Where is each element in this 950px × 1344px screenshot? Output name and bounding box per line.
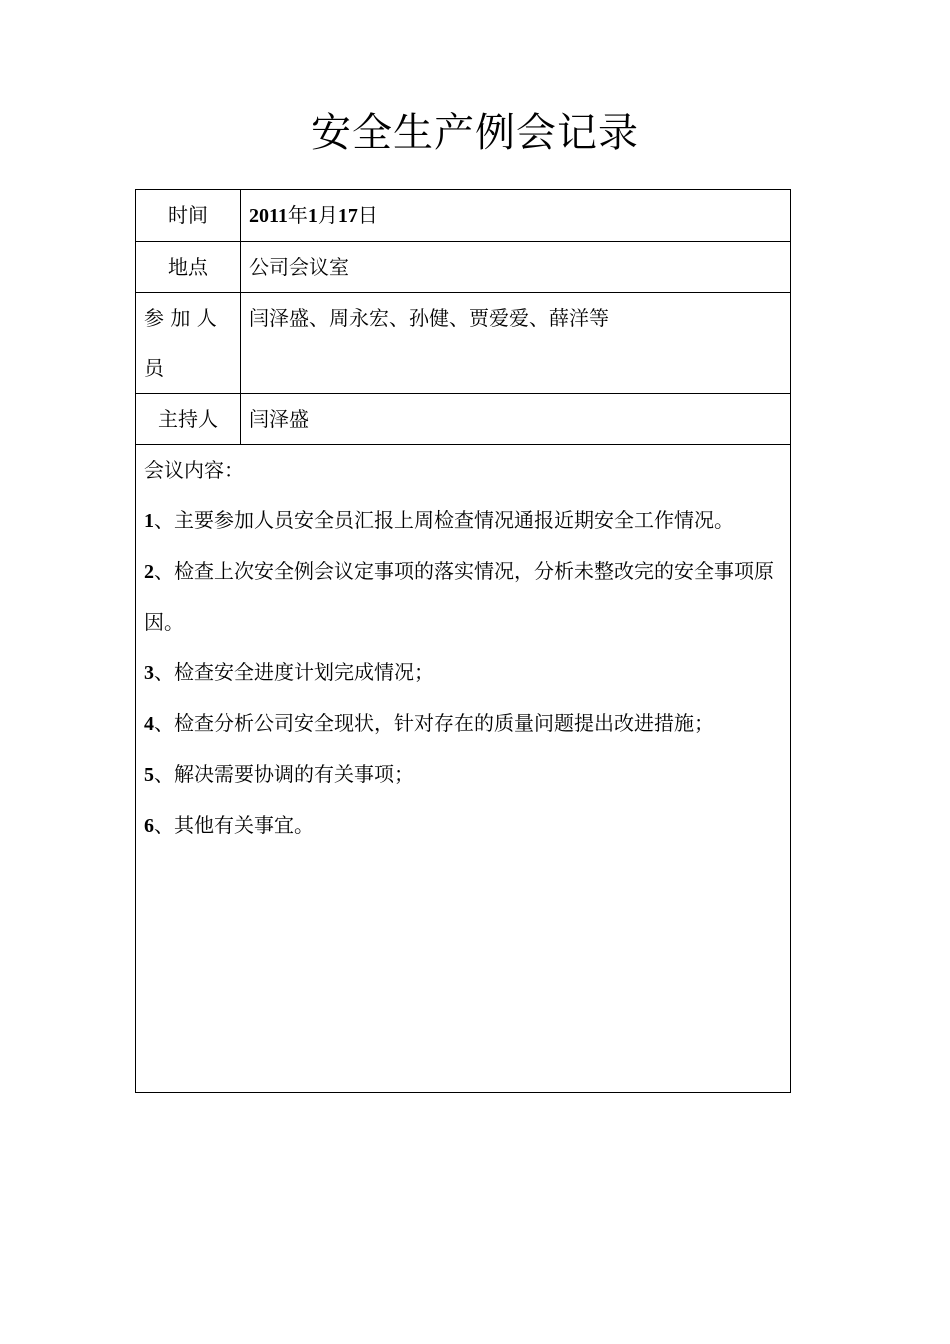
item-text: 、检查分析公司安全现状，针对存在的质量问题提出改进措施； xyxy=(154,711,714,735)
meeting-content xyxy=(136,445,791,1093)
host-label: 主持人 xyxy=(136,394,241,445)
host-row xyxy=(136,394,791,445)
content-item xyxy=(144,647,782,698)
attendees-value: 闫泽盛、周永宏、孙健、贾爱爱、薛洋等 xyxy=(241,293,791,394)
place-value: 公司会议室 xyxy=(241,242,791,293)
day-value: 17 xyxy=(337,205,358,227)
item-text: 、主要参加人员安全员汇报上周检查情况通报近期安全工作情况。 xyxy=(154,508,734,532)
attendees-label-line2: 员 xyxy=(144,356,164,380)
day-unit: 日 xyxy=(357,203,378,227)
item-number: 4 xyxy=(144,713,154,735)
year-value: 2011 xyxy=(249,205,288,227)
item-number: 6 xyxy=(144,815,154,837)
host-value: 闫泽盛 xyxy=(241,394,791,445)
place-row xyxy=(136,242,791,293)
content-item xyxy=(144,749,782,800)
item-text: 、检查上次安全例会议定事项的落实情况，分析未整改完的安全事项原因。 xyxy=(144,559,774,634)
item-number: 2 xyxy=(144,561,154,583)
document-title: 安全生产例会记录 xyxy=(311,110,639,156)
month-unit: 月 xyxy=(317,203,338,227)
content-heading: 会议内容： xyxy=(144,458,244,482)
content-item xyxy=(144,800,782,851)
item-number: 1 xyxy=(144,510,154,532)
content-item xyxy=(144,698,782,749)
item-number: 3 xyxy=(144,662,154,684)
item-number: 5 xyxy=(144,764,154,786)
attendees-label-line1: 参 加 人 xyxy=(144,306,217,330)
content-item xyxy=(144,546,782,647)
time-row xyxy=(136,190,791,242)
month-value: 1 xyxy=(307,205,318,227)
time-value xyxy=(241,190,791,242)
item-text: 、其他有关事宜。 xyxy=(154,813,314,837)
year-unit: 年 xyxy=(287,203,308,227)
attendees-row xyxy=(136,293,791,394)
item-text: 、检查安全进度计划完成情况； xyxy=(154,660,434,684)
item-text: 、解决需要协调的有关事项； xyxy=(154,762,414,786)
place-label: 地点 xyxy=(136,242,241,293)
time-label: 时间 xyxy=(136,190,241,242)
attendees-label xyxy=(136,293,241,394)
content-row xyxy=(136,445,791,1093)
content-item xyxy=(144,495,782,546)
meeting-record-table xyxy=(135,189,791,1093)
